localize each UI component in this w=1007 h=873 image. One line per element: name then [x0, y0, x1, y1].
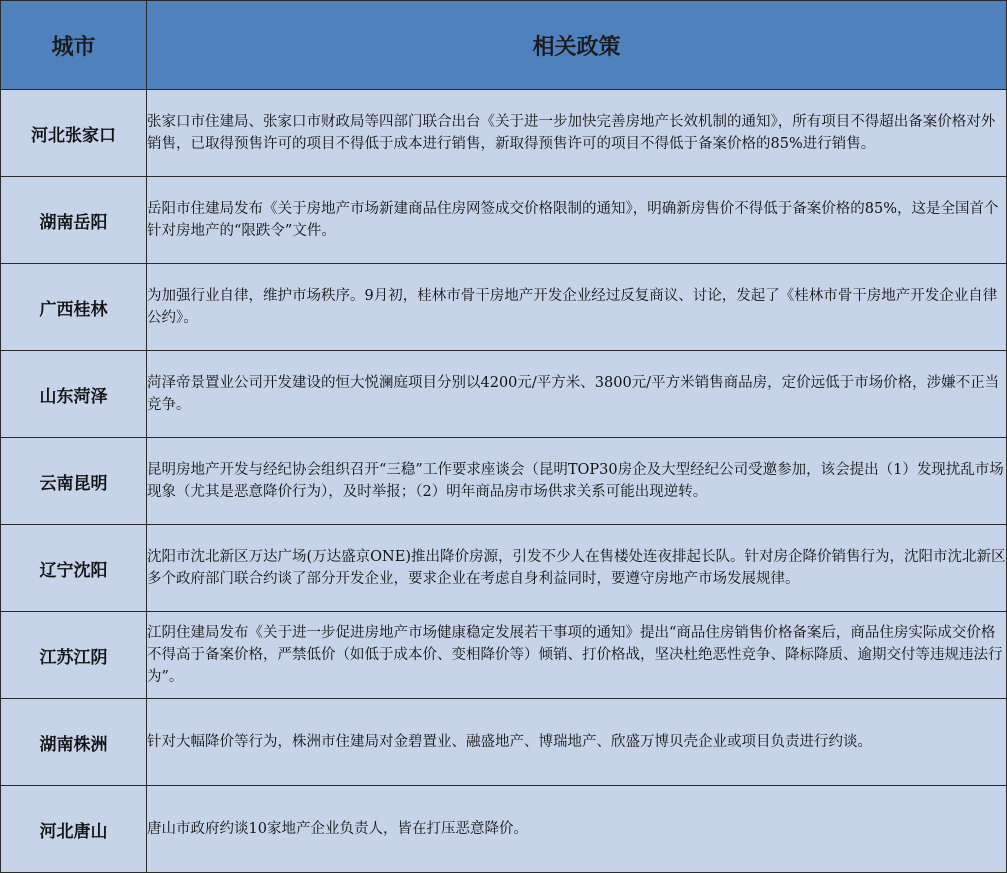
policy-text: 昆明房地产开发与经纪协会组织召开“三稳”工作要求座谈会（昆明TOP30房企及大型经纪公司受邀参加，该会提出（1）发现扰乱市场现象（尤其是恶意降价行为），及时举报；（2）明年商品房市场供求关系可能出现逆转。	[147, 462, 1004, 500]
city-cell: 广西桂林	[1, 264, 147, 351]
table-row	[1, 90, 1007, 177]
policy-text: 江阴住建局发布《关于进一步促进房地产市场健康稳定发展若干事项的通知》提出“商品住房销售价格备案后，商品住房实际成交价格不得高于备案价格，严禁低价（如低于成本价、变相降价等）倾销、打价格战，坚决杜绝恶性竞争、降标降质、逾期交付等违规违法行为”。	[147, 625, 1003, 685]
city-cell: 湖南岳阳	[1, 177, 147, 264]
table-row	[1, 438, 1007, 525]
city-cell: 云南昆明	[1, 438, 147, 525]
policy-cell	[147, 438, 1007, 525]
table-row	[1, 612, 1007, 699]
policy-cell	[147, 177, 1007, 264]
city-cell: 山东菏泽	[1, 351, 147, 438]
city-cell: 江苏江阴	[1, 612, 147, 699]
table-row	[1, 177, 1007, 264]
policy-text: 张家口市住建局、张家口市财政局等四部门联合出台《关于进一步加快完善房地产长效机制的通知》，所有项目不得超出备案价格对外销售，已取得预售许可的项目不得低于成本进行销售，新取得预售许可的项目不得低于备案价格的85%进行销售。	[147, 114, 996, 152]
policy-text: 菏泽帝景置业公司开发建设的恒大悦澜庭项目分别以4200元/平方米、3800元/平方米销售商品房，定价远低于市场价格，涉嫌不正当竞争。	[147, 375, 1000, 413]
table-row	[1, 351, 1007, 438]
policy-cell	[147, 699, 1007, 786]
policy-text: 针对大幅降价等行为，株洲市住建局对金碧置业、融盛地产、博瑞地产、欣盛万博贝壳企业或项目负责进行约谈。	[147, 734, 872, 750]
city-cell: 湖南株洲	[1, 699, 147, 786]
policy-text: 为加强行业自律，维护市场秩序。9月初，桂林市骨干房地产开发企业经过反复商议、讨论，发起了《桂林市骨干房地产开发企业自律公约》。	[147, 288, 998, 326]
table-row	[1, 525, 1007, 612]
policy-text: 沈阳市沈北新区万达广场(万达盛京ONE)推出降价房源，引发不少人在售楼处连夜排起长队。针对房企降价销售行为，沈阳市沈北新区多个政府部门联合约谈了部分开发企业，要求企业在考虑自身利益同时，要遵守房地产市场发展规律。	[147, 549, 1006, 587]
policy-cell	[147, 264, 1007, 351]
header-row	[1, 1, 1007, 90]
city-cell: 辽宁沈阳	[1, 525, 147, 612]
policy-cell	[147, 525, 1007, 612]
policy-cell	[147, 90, 1007, 177]
table-row	[1, 264, 1007, 351]
policy-cell	[147, 612, 1007, 699]
policy-text: 岳阳市住建局发布《关于房地产市场新建商品住房网签成交价格限制的通知》，明确新房售价不得低于备案价格的85%，这是全国首个针对房地产的“限跌令”文件。	[147, 201, 999, 239]
city-cell: 河北张家口	[1, 90, 147, 177]
city-cell: 河北唐山	[1, 786, 147, 873]
column-header-policy: 相关政策	[147, 1, 1007, 90]
table-header	[1, 1, 1007, 90]
column-header-city: 城市	[1, 1, 147, 90]
table-row	[1, 699, 1007, 786]
table-row	[1, 786, 1007, 873]
policy-cell	[147, 351, 1007, 438]
table-body	[1, 90, 1007, 873]
policy-cell	[147, 786, 1007, 873]
policy-text: 唐山市政府约谈10家地产企业负责人，皆在打压恶意降价。	[147, 821, 528, 837]
